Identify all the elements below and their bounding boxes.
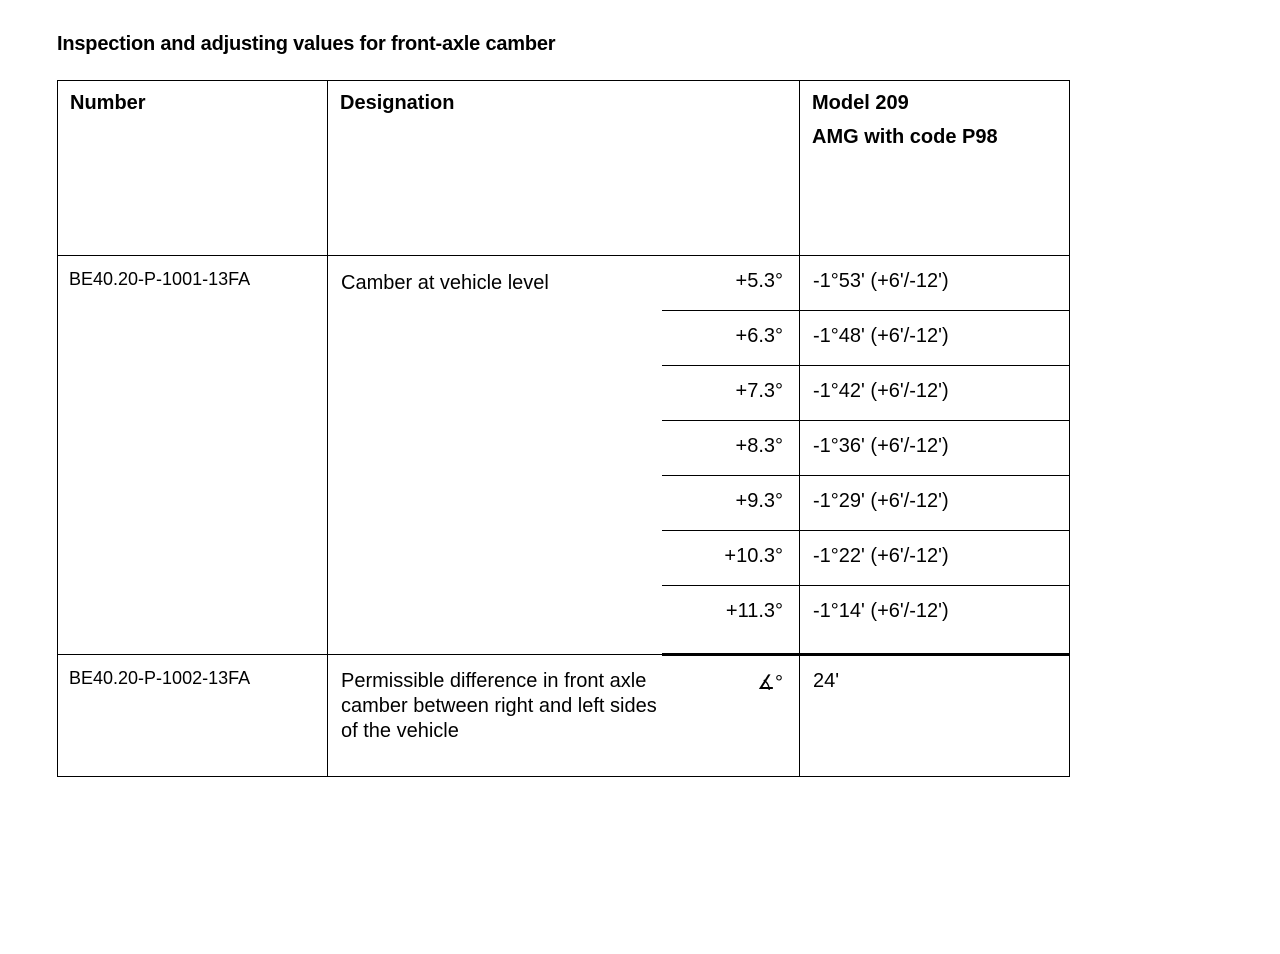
header-row (58, 81, 1070, 256)
angle-icon: ∡° (757, 672, 784, 694)
camber-value: -1°14' (+6'/-12') (800, 586, 1070, 655)
vehicle-level: +10.3° (662, 531, 800, 586)
difference-number: BE40.20-P-1002-13FA (58, 655, 328, 777)
camber-value: -1°36' (+6'/-12') (800, 421, 1070, 476)
vehicle-level: +5.3° (662, 256, 800, 311)
vehicle-level: +6.3° (662, 311, 800, 366)
camber-value: -1°48' (+6'/-12') (800, 311, 1070, 366)
camber-value: -1°22' (+6'/-12') (800, 531, 1070, 586)
vehicle-level: +7.3° (662, 366, 800, 421)
header-model (800, 81, 1070, 256)
difference-value: 24' (800, 655, 1070, 777)
header-model-name: Model 209 (812, 92, 909, 114)
page-title: Inspection and adjusting values for front-axle camber (57, 33, 556, 55)
difference-designation: Permissible difference in front axle camber between right and left sides of the vehicle (328, 655, 662, 777)
header-model-code: AMG with code P98 (812, 126, 998, 148)
camber-value: -1°53' (+6'/-12') (800, 256, 1070, 311)
vehicle-level: +9.3° (662, 476, 800, 531)
vehicle-level: +8.3° (662, 421, 800, 476)
camber-number: BE40.20-P-1001-13FA (58, 256, 328, 655)
camber-designation: Camber at vehicle level (328, 256, 662, 655)
camber-value: -1°42' (+6'/-12') (800, 366, 1070, 421)
camber-values-table (57, 80, 1070, 777)
vehicle-level: +11.3° (662, 586, 800, 655)
header-designation: Designation (328, 81, 800, 256)
difference-symbol (662, 655, 800, 777)
header-number: Number (58, 81, 328, 256)
table-row (58, 655, 1070, 777)
camber-value: -1°29' (+6'/-12') (800, 476, 1070, 531)
table-row (58, 256, 1070, 311)
